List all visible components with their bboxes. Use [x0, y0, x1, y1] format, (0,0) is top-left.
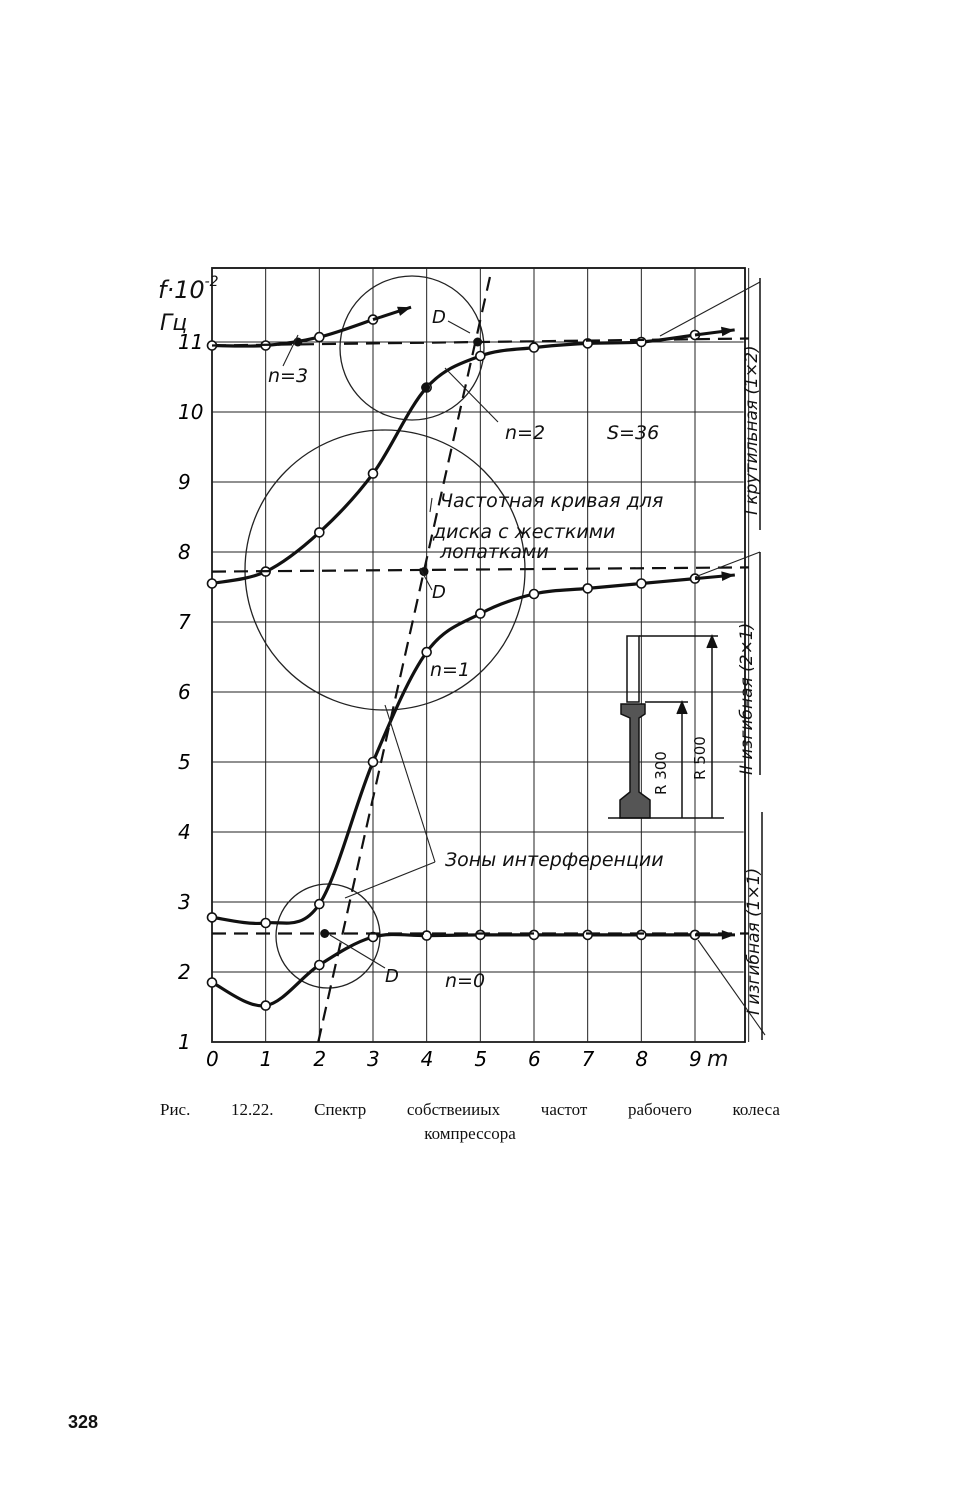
label-r500: R 500 [691, 736, 709, 780]
label-freq-1: Частотная кривая для [440, 490, 664, 512]
x-tick-label: 4 [420, 1047, 434, 1071]
data-point [315, 900, 324, 909]
label-n2: n=2 [505, 422, 546, 444]
y-tick-label: 10 [178, 400, 204, 424]
y-tick-label: 8 [178, 540, 191, 564]
label-freq-2: диска с жесткими [433, 521, 616, 543]
caption-line-1 [160, 1098, 780, 1122]
data-point [208, 978, 217, 987]
x-axis-label: m [707, 1047, 729, 1072]
data-point [637, 579, 646, 588]
x-tick-label: 6 [528, 1047, 541, 1071]
intersection-point [421, 383, 430, 392]
leader-n2 [445, 368, 498, 422]
label-mode1: I крутильная (1×2) [742, 345, 762, 515]
caption-word: Рис. [160, 1100, 191, 1119]
y-tick-label: 5 [178, 750, 191, 774]
label-r300: R 300 [652, 751, 670, 795]
data-point [530, 343, 539, 352]
chart-series [208, 272, 749, 1042]
caption-word: частот [540, 1100, 588, 1119]
label-n3: n=3 [268, 365, 309, 387]
label-zones: Зоны интерференции [445, 849, 664, 871]
data-point [315, 961, 324, 970]
y-tick-label: 4 [178, 820, 191, 844]
label-mode2: II изгибная (2×1) [737, 622, 757, 775]
caption-line-2: компрессора [424, 1124, 516, 1143]
data-point [369, 469, 378, 478]
series-arrowhead [722, 930, 735, 940]
caption-word: Спектр [314, 1100, 367, 1119]
disk-section [620, 704, 650, 818]
series-arrowhead [397, 307, 411, 316]
label-d-top: D [432, 307, 446, 328]
intersection-point [320, 929, 329, 938]
dim-r300-arrow [677, 702, 687, 714]
label-n1: n=1 [430, 659, 471, 681]
y-tick-label: 11 [178, 330, 204, 354]
x-tick-label: 0 [206, 1047, 219, 1071]
dim-r500-arrow [707, 636, 717, 648]
y-tick-label: 3 [178, 890, 191, 914]
data-point [208, 579, 217, 588]
label-d-mid: D [432, 582, 446, 603]
caption-word: колеса [732, 1100, 780, 1119]
y-tick-label: 6 [178, 680, 191, 704]
leader-zones-1 [385, 705, 435, 862]
x-tick-label: 1 [259, 1047, 273, 1071]
label-n0: n=0 [445, 970, 486, 992]
data-point [261, 1001, 270, 1010]
leader-n3 [283, 335, 298, 366]
leader-freq [430, 498, 432, 512]
y-axis-label: $f\cdot 10^{-2}$ [158, 274, 219, 304]
y-tick-label: 1 [178, 1030, 191, 1054]
interference-circle-top [340, 276, 484, 420]
data-point [261, 919, 270, 928]
leader-d-top [448, 321, 470, 333]
caption-word: 12.22. [230, 1100, 274, 1119]
page-number: 328 [68, 1412, 99, 1432]
data-point [422, 648, 431, 657]
y-tick-label: 2 [178, 960, 191, 984]
series-line [212, 579, 695, 924]
x-tick-label: 9 [689, 1047, 702, 1071]
data-point [208, 913, 217, 922]
intersection-point [473, 338, 482, 347]
x-tick-label: 5 [474, 1047, 488, 1071]
x-tick-label: 3 [367, 1047, 380, 1071]
data-point [530, 590, 539, 599]
data-point [476, 609, 485, 618]
data-point [583, 584, 592, 593]
x-tick-label: 2 [313, 1047, 327, 1071]
data-point [530, 930, 539, 939]
data-point [476, 930, 485, 939]
data-point [315, 333, 324, 342]
label-mode3: I изгибная (1×1) [744, 867, 764, 1015]
label-d-bottom: D [385, 966, 399, 987]
y-axis-unit: Гц [160, 311, 188, 336]
label-freq-3: лопатками [440, 541, 549, 563]
label-s: S=36 [607, 422, 660, 444]
caption-word: рабочего [627, 1100, 692, 1119]
data-point [369, 758, 378, 767]
caption-word: собствеииых [406, 1100, 501, 1119]
data-point [583, 930, 592, 939]
data-point [637, 930, 646, 939]
leader-lines [283, 282, 765, 1035]
x-tick-label: 7 [581, 1047, 595, 1071]
x-tick-label: 8 [635, 1047, 649, 1071]
data-point [476, 352, 485, 361]
figure-caption [160, 1098, 780, 1146]
y-tick-label: 9 [178, 470, 191, 494]
series-line [318, 272, 491, 1042]
data-point [315, 528, 324, 537]
y-tick-label: 7 [178, 610, 191, 634]
